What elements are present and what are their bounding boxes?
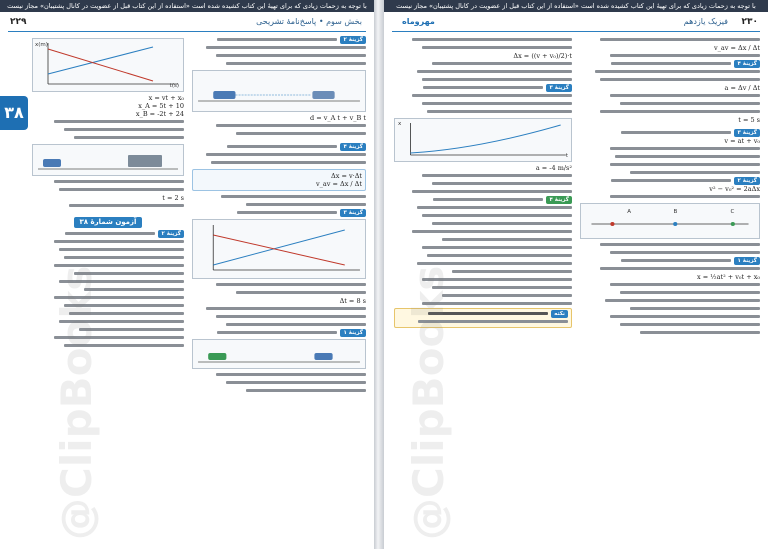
book-gutter — [374, 0, 384, 549]
answer-badge: گزینهٔ ۲ — [158, 230, 184, 238]
formula: v² − v₀² = 2aΔx — [709, 185, 760, 193]
formula: a = -4 m/s² — [535, 164, 572, 172]
point-label: C — [730, 209, 735, 215]
formula: x = vt + x₀ — [148, 94, 184, 102]
tip-box — [394, 308, 572, 328]
answer-badge: گزینهٔ ۱ — [340, 329, 366, 337]
page-header: بخش سوم • پاسخ‌نامهٔ تشریحی — [256, 17, 362, 26]
axis-label-t: t — [565, 153, 568, 159]
formula: x_B = -2t + 24 — [135, 110, 184, 118]
formula: t = 2 s — [162, 194, 184, 202]
answer-badge: گزینهٔ ۱ — [734, 257, 760, 265]
formula: d = v_A t + v_B t — [310, 114, 366, 122]
answer-badge: گزینهٔ ۴ — [546, 196, 572, 204]
answer-badge: گزینهٔ ۳ — [546, 84, 572, 92]
answer-badge: گزینهٔ ۴ — [734, 60, 760, 68]
answer-badge: گزینهٔ ۳ — [340, 209, 366, 217]
left-page — [0, 0, 374, 549]
two-cars-figure — [192, 339, 366, 369]
points-abc-figure — [580, 203, 760, 239]
page-header: فیزیک یازدهم — [683, 17, 728, 26]
header-divider — [392, 31, 760, 32]
point-label: B — [673, 209, 678, 215]
formula: x_A = 5t + 10 — [138, 102, 184, 110]
chapter-side-tab: ۳۸ — [0, 96, 28, 130]
answer-badge: گزینهٔ ۲ — [340, 36, 366, 44]
brand-logo-text: مهروماه — [402, 17, 435, 26]
acceleration-graph — [394, 118, 572, 162]
answer-badge: گزینهٔ ۳ — [734, 129, 760, 137]
tip-label: نکته — [551, 310, 568, 318]
watermark: @ClipBooks — [404, 265, 453, 540]
axis-label-x: x — [398, 121, 402, 127]
formula-box — [192, 169, 366, 191]
left-page-column-left — [32, 36, 184, 543]
formula: v_av = Δx / Δt — [315, 180, 362, 188]
page-number: ۲۲۹ — [10, 17, 27, 27]
right-page — [384, 0, 768, 549]
right-page-column-left — [394, 36, 572, 543]
top-notice-bar: با توجه به زحمات زیادی که برای تهیهٔ این کتاب کشیده شده است «استفاده از این کتاب قبل از عضویت در کانال پشتیبان» مجاز نیست — [384, 0, 768, 12]
position-time-graph — [32, 38, 184, 92]
formula: Δt = 8 s — [339, 297, 366, 305]
page-number: ۲۳۰ — [741, 17, 758, 27]
velocity-time-graph — [192, 219, 366, 279]
car-motion-figure — [192, 70, 366, 112]
formula: x = ½at² + v₀t + x₀ — [697, 273, 760, 281]
watermark: @ClipBooks — [52, 265, 101, 540]
point-label: A — [627, 209, 632, 215]
formula: v = at + v₀ — [724, 137, 760, 145]
quiz-title: آزمون شمارهٔ ۳۸ — [74, 217, 143, 228]
truck-car-figure — [32, 144, 184, 176]
formula: Δx = v·Δt — [331, 172, 362, 180]
answer-badge: گزینهٔ ۴ — [340, 143, 366, 151]
answer-badge: گزینهٔ ۲ — [734, 177, 760, 185]
right-page-column-right — [580, 36, 760, 543]
axis-label-t: t(s) — [169, 83, 179, 89]
formula: Δx = ((v + v₀)/2)·t — [513, 52, 572, 60]
axis-label-x: x(m) — [35, 42, 48, 48]
top-notice-bar: با توجه به زحمات زیادی که برای تهیهٔ این کتاب کشیده شده است «استفاده از این کتاب قبل از عضویت در کانال پشتیبان» مجاز نیست — [0, 0, 374, 12]
formula: a = Δv / Δt — [724, 84, 760, 92]
formula: v_av = Δx / Δt — [713, 44, 760, 52]
header-divider — [8, 31, 366, 32]
formula: t = 5 s — [738, 116, 760, 124]
left-page-column-right — [192, 36, 366, 543]
